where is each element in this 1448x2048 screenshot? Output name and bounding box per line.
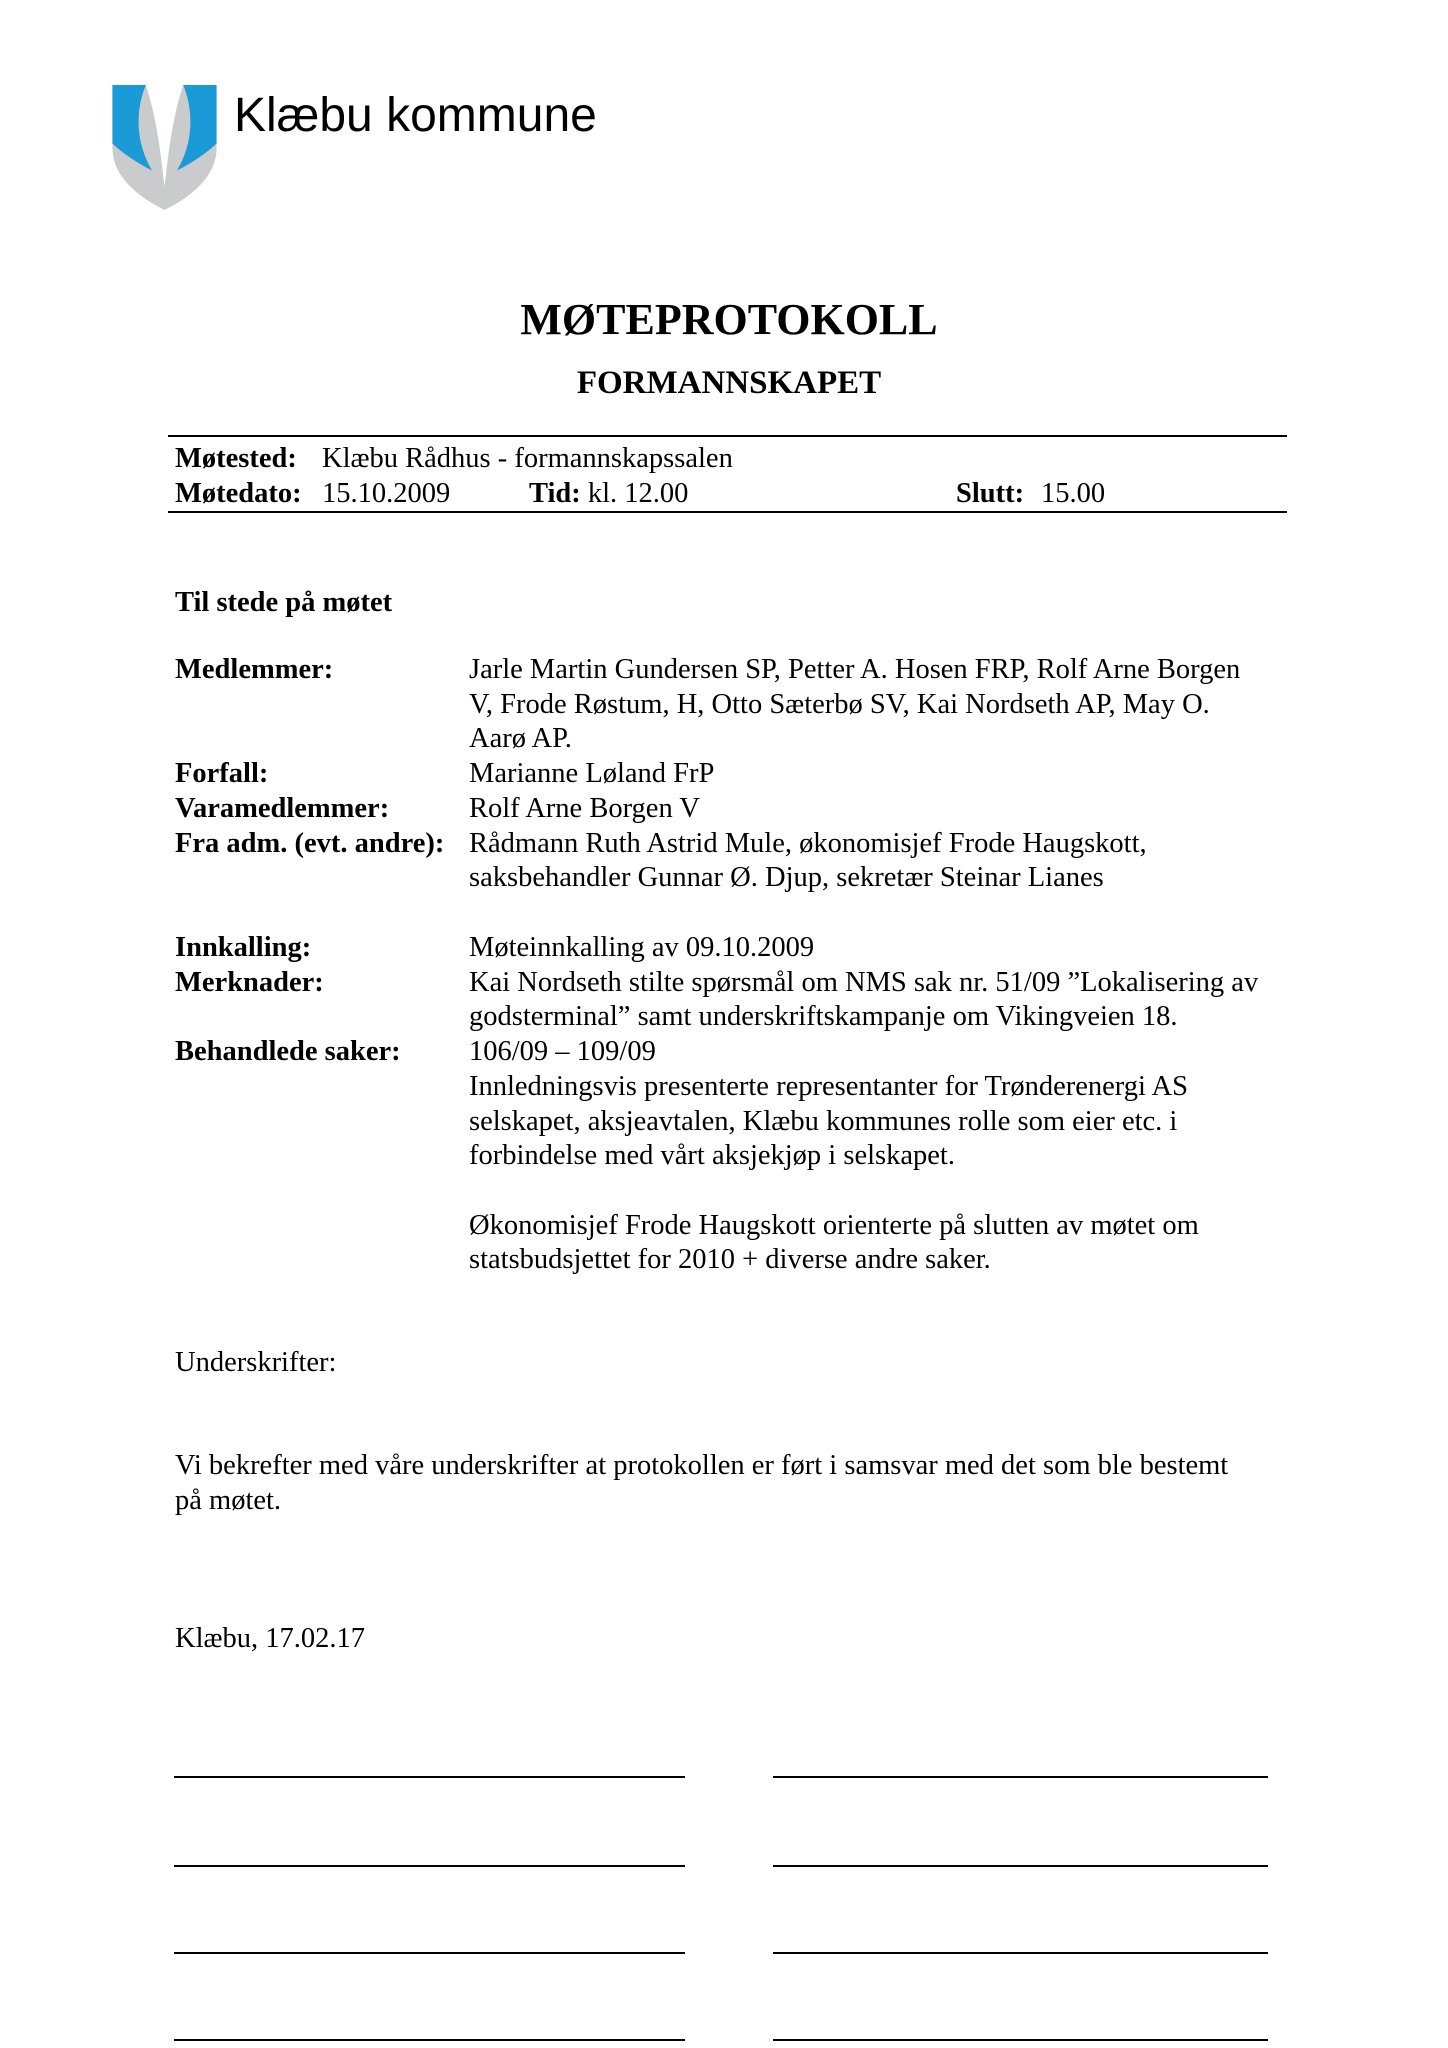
signature-line xyxy=(773,1952,1268,1954)
members-value xyxy=(469,653,1285,757)
members-row xyxy=(175,653,1285,757)
signatures-heading: Underskrifter: xyxy=(175,1347,337,1378)
finance-paragraph xyxy=(469,1209,1285,1278)
absent-value: Marianne Løland FrP xyxy=(469,758,715,790)
cases-numbers: 106/09 – 109/09 xyxy=(469,1036,656,1068)
notice-value: Møteinnkalling av 09.10.2009 xyxy=(469,931,815,963)
confirmation-line: Vi bekrefter med våre underskrifter at protokollen er ført i samsvar med det som ble bestemt xyxy=(175,1450,1229,1481)
meeting-time xyxy=(529,476,688,511)
meeting-end-label: Slutt: xyxy=(956,478,1025,509)
cases-value xyxy=(469,1035,1285,1174)
place-date: Klæbu, 17.02.17 xyxy=(175,1623,366,1654)
remarks-label: Merknader: xyxy=(175,966,324,998)
members-line: Aarø AP. xyxy=(469,723,572,755)
deputies-row xyxy=(175,792,1285,827)
finance-line: statsbudsjettet for 2010 + diverse andre saker. xyxy=(469,1244,991,1276)
meeting-place-value: Klæbu Rådhus - formannskapssalen xyxy=(322,443,733,474)
confirmation-text xyxy=(175,1448,1228,1518)
members-line: V, Frode Røstum, H, Otto Sæterbø SV, Kai Nordseth AP, May O. xyxy=(469,688,1210,720)
admin-row xyxy=(175,827,1285,896)
remarks-line: godsterminal” samt underskriftskampanje om Vikingveien 18. xyxy=(469,1001,1178,1033)
cases-label: Behandlede saker: xyxy=(175,1036,401,1068)
absent-row xyxy=(175,757,1285,792)
admin-label: Fra adm. (evt. andre): xyxy=(175,827,445,859)
spacer xyxy=(175,896,1285,931)
signature-line xyxy=(174,1952,685,1954)
intro-line: selskapet, aksjeavtalen, Klæbu kommunes rolle som eier etc. i xyxy=(469,1105,1178,1137)
protocol-details xyxy=(175,653,1285,1278)
deputies-label: Varamedlemmer: xyxy=(175,792,390,824)
remarks-row xyxy=(175,966,1285,1035)
remarks-line: Kai Nordseth stilte spørsmål om NMS sak nr. 51/09 ”Lokalisering av xyxy=(469,966,1259,998)
divider-bottom xyxy=(168,511,1287,513)
divider-top xyxy=(168,435,1287,437)
spacer xyxy=(175,1174,1285,1209)
signature-line xyxy=(174,1865,685,1867)
finance-line: Økonomisjef Frode Haugskott orienterte på slutten av møtet om xyxy=(469,1209,1199,1241)
signature-line xyxy=(174,1776,685,1778)
meeting-time-value: kl. 12.00 xyxy=(587,478,689,509)
deputies-value: Rolf Arne Borgen V xyxy=(469,792,700,824)
confirmation-line: på møtet. xyxy=(175,1485,282,1516)
meeting-date-label: Møtedato: xyxy=(175,478,302,509)
meeting-end-value: 15.00 xyxy=(1041,478,1106,509)
meeting-place-label: Møtested: xyxy=(175,443,297,474)
notice-label: Innkalling: xyxy=(175,931,312,963)
members-line: Jarle Martin Gundersen SP, Petter A. Hosen FRP, Rolf Arne Borgen xyxy=(469,654,1241,685)
intro-line: Innledningsvis presenterte representanter for Trønderenergi AS xyxy=(469,1070,1188,1102)
notice-row xyxy=(175,931,1285,966)
meeting-time-label: Tid: xyxy=(529,478,581,509)
intro-line: forbindelse med vårt aksjekjøp i selskapet. xyxy=(469,1140,955,1172)
document-title: MØTEPROTOKOLL xyxy=(520,295,938,344)
admin-value xyxy=(469,827,1285,896)
cases-row xyxy=(175,1035,1285,1174)
absent-label: Forfall: xyxy=(175,758,269,790)
signature-line xyxy=(773,1776,1268,1778)
members-label: Medlemmer: xyxy=(175,654,334,685)
signature-line xyxy=(773,2039,1268,2041)
signature-line xyxy=(174,2039,685,2041)
municipality-name: Klæbu kommune xyxy=(234,89,597,142)
remarks-value xyxy=(469,966,1285,1035)
attendance-heading: Til stede på møtet xyxy=(175,587,393,618)
admin-line: saksbehandler Gunnar Ø. Djup, sekretær Steinar Lianes xyxy=(469,862,1104,894)
document-subtitle: FORMANNSKAPET xyxy=(576,365,882,401)
signature-line xyxy=(773,1865,1268,1867)
klaebu-coat-of-arms-icon xyxy=(112,85,217,210)
finance-row xyxy=(175,1209,1285,1278)
admin-line: Rådmann Ruth Astrid Mule, økonomisjef Frode Haugskott, xyxy=(469,827,1147,859)
meeting-date-value: 15.10.2009 xyxy=(322,478,451,509)
